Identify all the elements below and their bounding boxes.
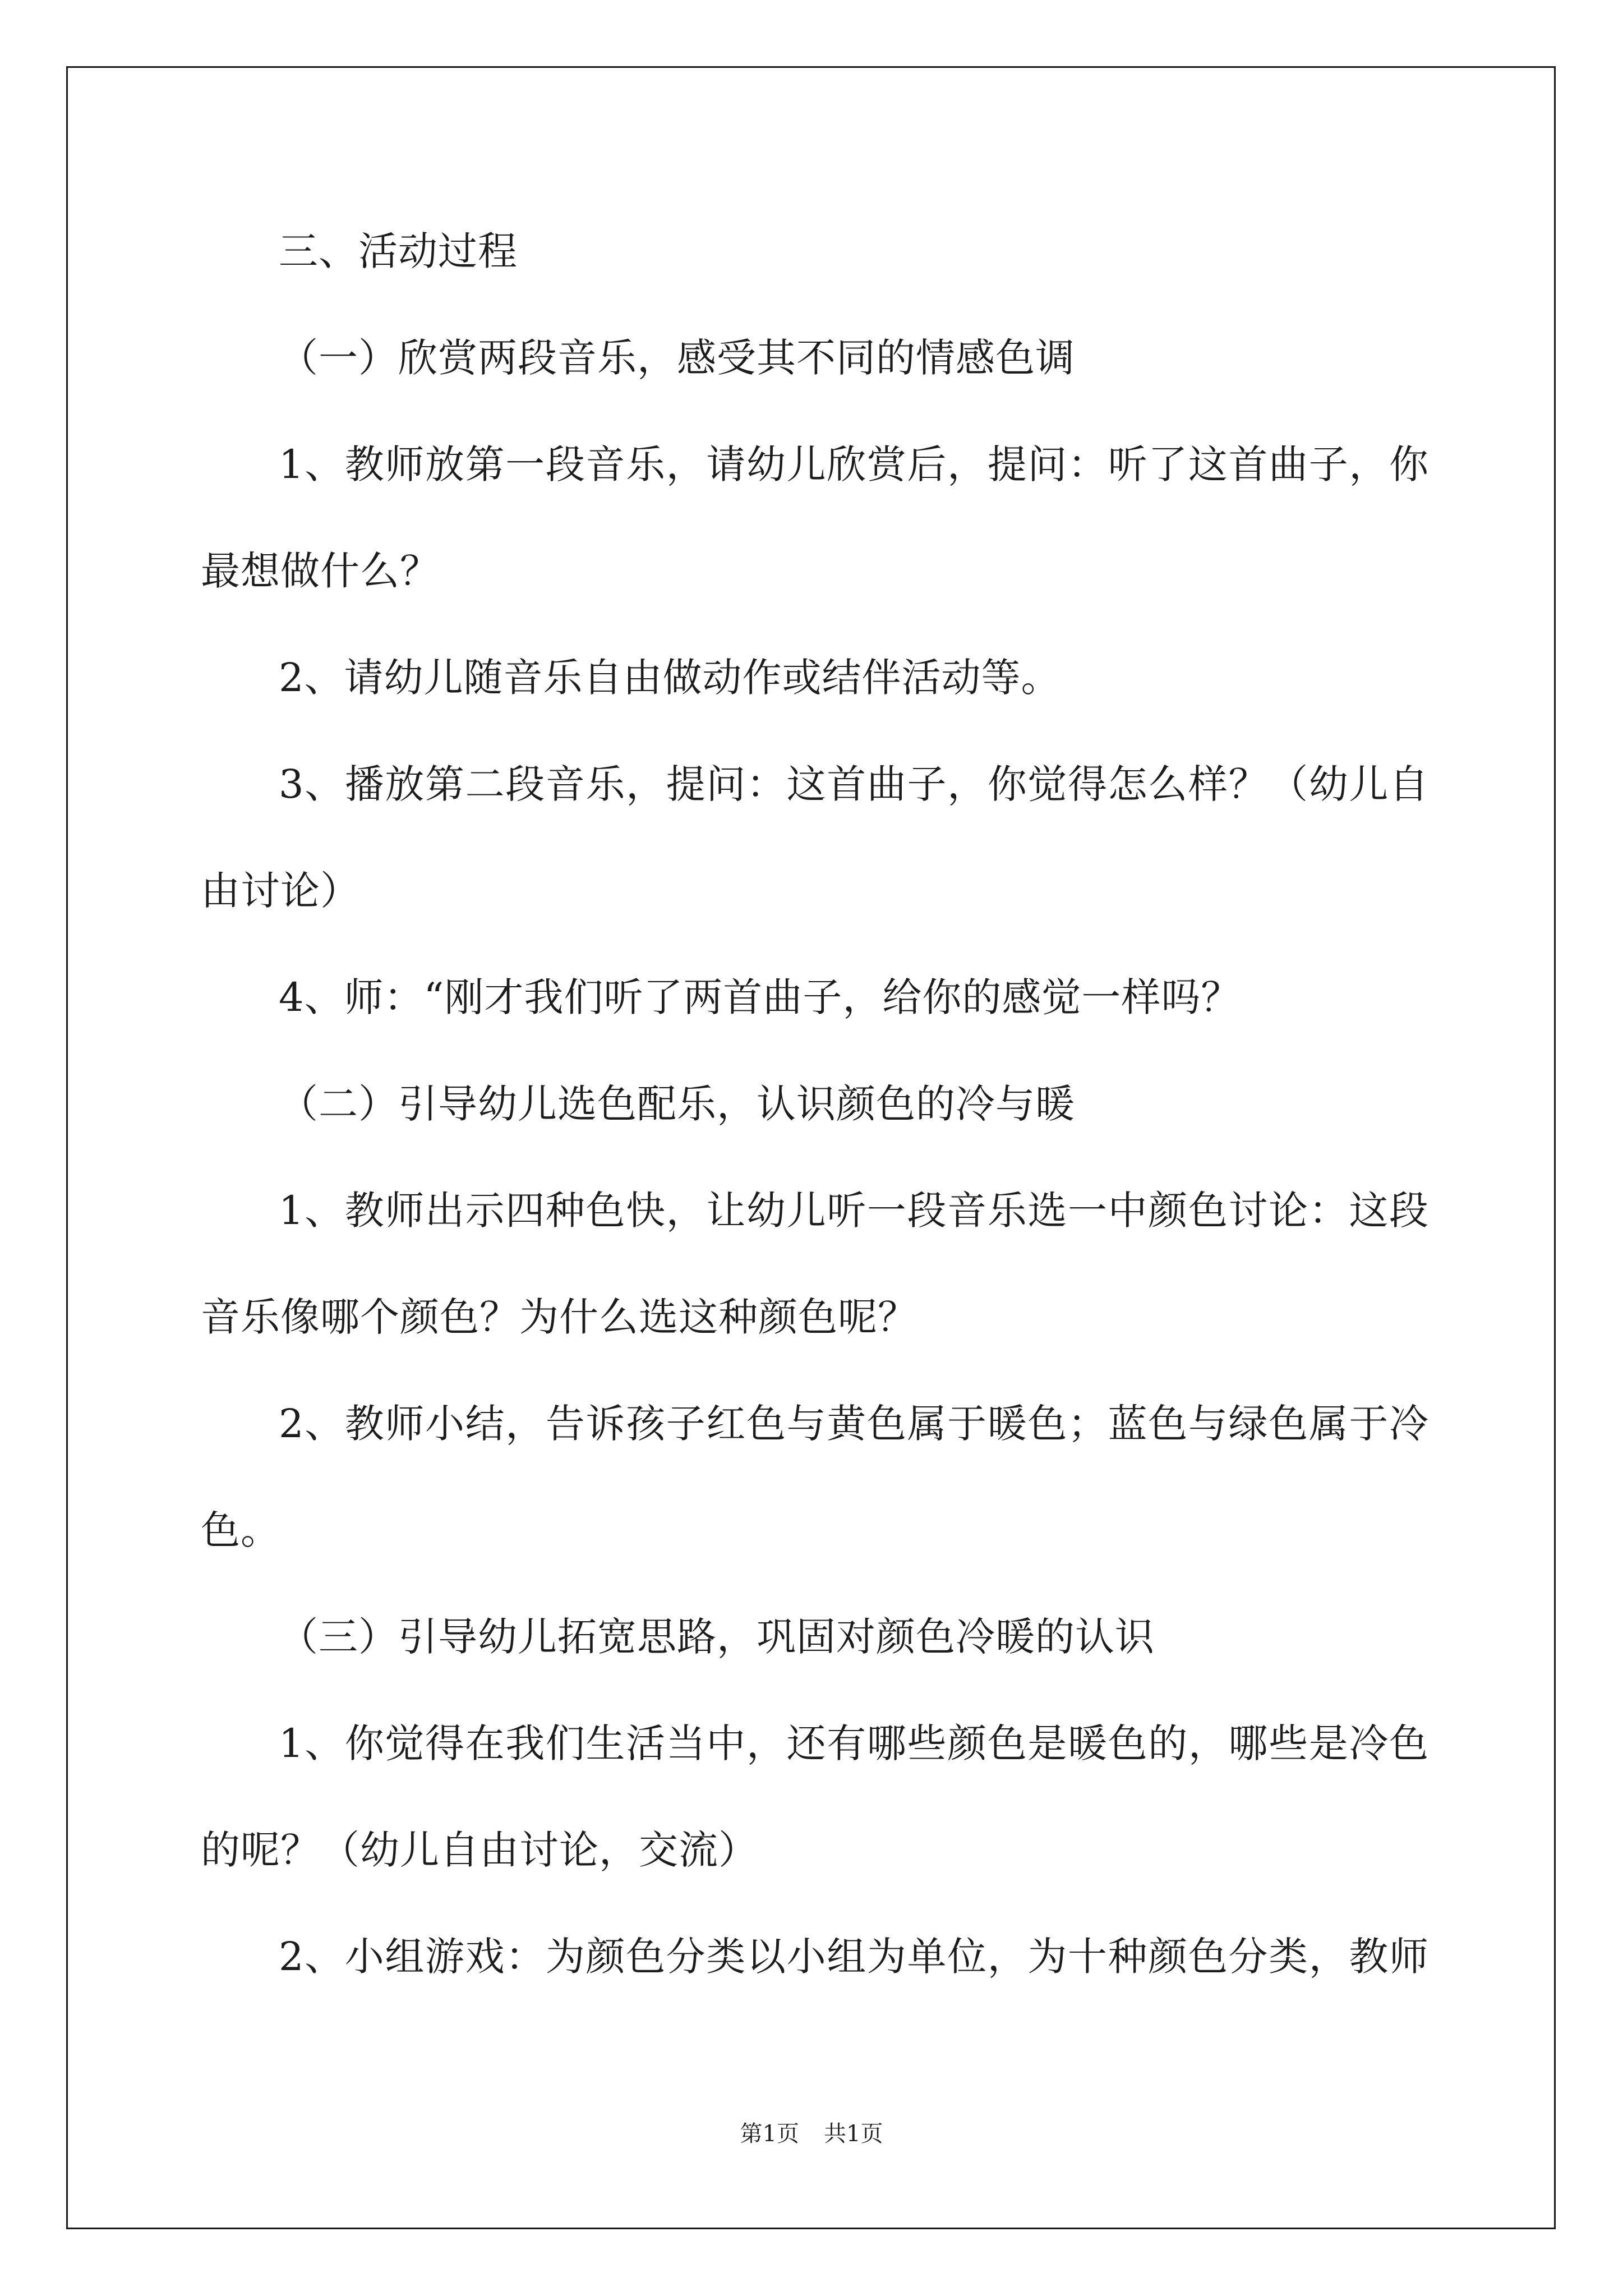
- page-total: 共1页: [824, 2121, 883, 2147]
- subsection-heading: （三）引导幼儿拓宽思路，巩固对颜色冷暖的认识: [279, 1614, 1155, 1660]
- page-number: 第1页: [740, 2121, 799, 2147]
- paragraph-line: 2、请幼儿随音乐自由做动作或结伴活动等。: [279, 655, 1061, 701]
- paragraph-line: 2、小组游戏：为颜色分类以小组为单位，为十种颜色分类，教师: [279, 1934, 1429, 1980]
- paragraph-line: 4、师：“刚才我们听了两首曲子，给你的感觉一样吗？: [279, 974, 1241, 1020]
- paragraph-line: 最想做什么？: [201, 548, 440, 594]
- paragraph-line: 2、教师小结，告诉孩子红色与黄色属于暖色；蓝色与绿色属于冷: [279, 1401, 1429, 1447]
- subsection-heading: （二）引导幼儿选色配乐，认识颜色的冷与暖: [279, 1081, 1075, 1127]
- subsection-heading: （一）欣赏两段音乐，感受其不同的情感色调: [279, 335, 1075, 381]
- paragraph-line: 由讨论）: [201, 868, 360, 914]
- paragraph-line: 1、你觉得在我们生活当中，还有哪些颜色是暖色的，哪些是冷色: [279, 1720, 1429, 1766]
- paragraph-line: 色。: [201, 1507, 280, 1553]
- section-heading: 三、活动过程: [279, 228, 518, 274]
- paragraph-line: 3、播放第二段音乐，提问：这首曲子，你觉得怎么样？（幼儿自: [279, 761, 1429, 807]
- paragraph-line: 音乐像哪个颜色？为什么选这种颜色呢？: [201, 1294, 917, 1340]
- paragraph-line: 1、教师放第一段音乐，请幼儿欣赏后，提问：听了这首曲子，你: [279, 441, 1429, 487]
- paragraph-line: 的呢？（幼儿自由讨论，交流）: [201, 1827, 758, 1873]
- page-footer: [0, 2117, 1623, 2151]
- page-border: [66, 66, 1556, 2229]
- paragraph-line: 1、教师出示四种色快，让幼儿听一段音乐选一中颜色讨论：这段: [279, 1188, 1429, 1234]
